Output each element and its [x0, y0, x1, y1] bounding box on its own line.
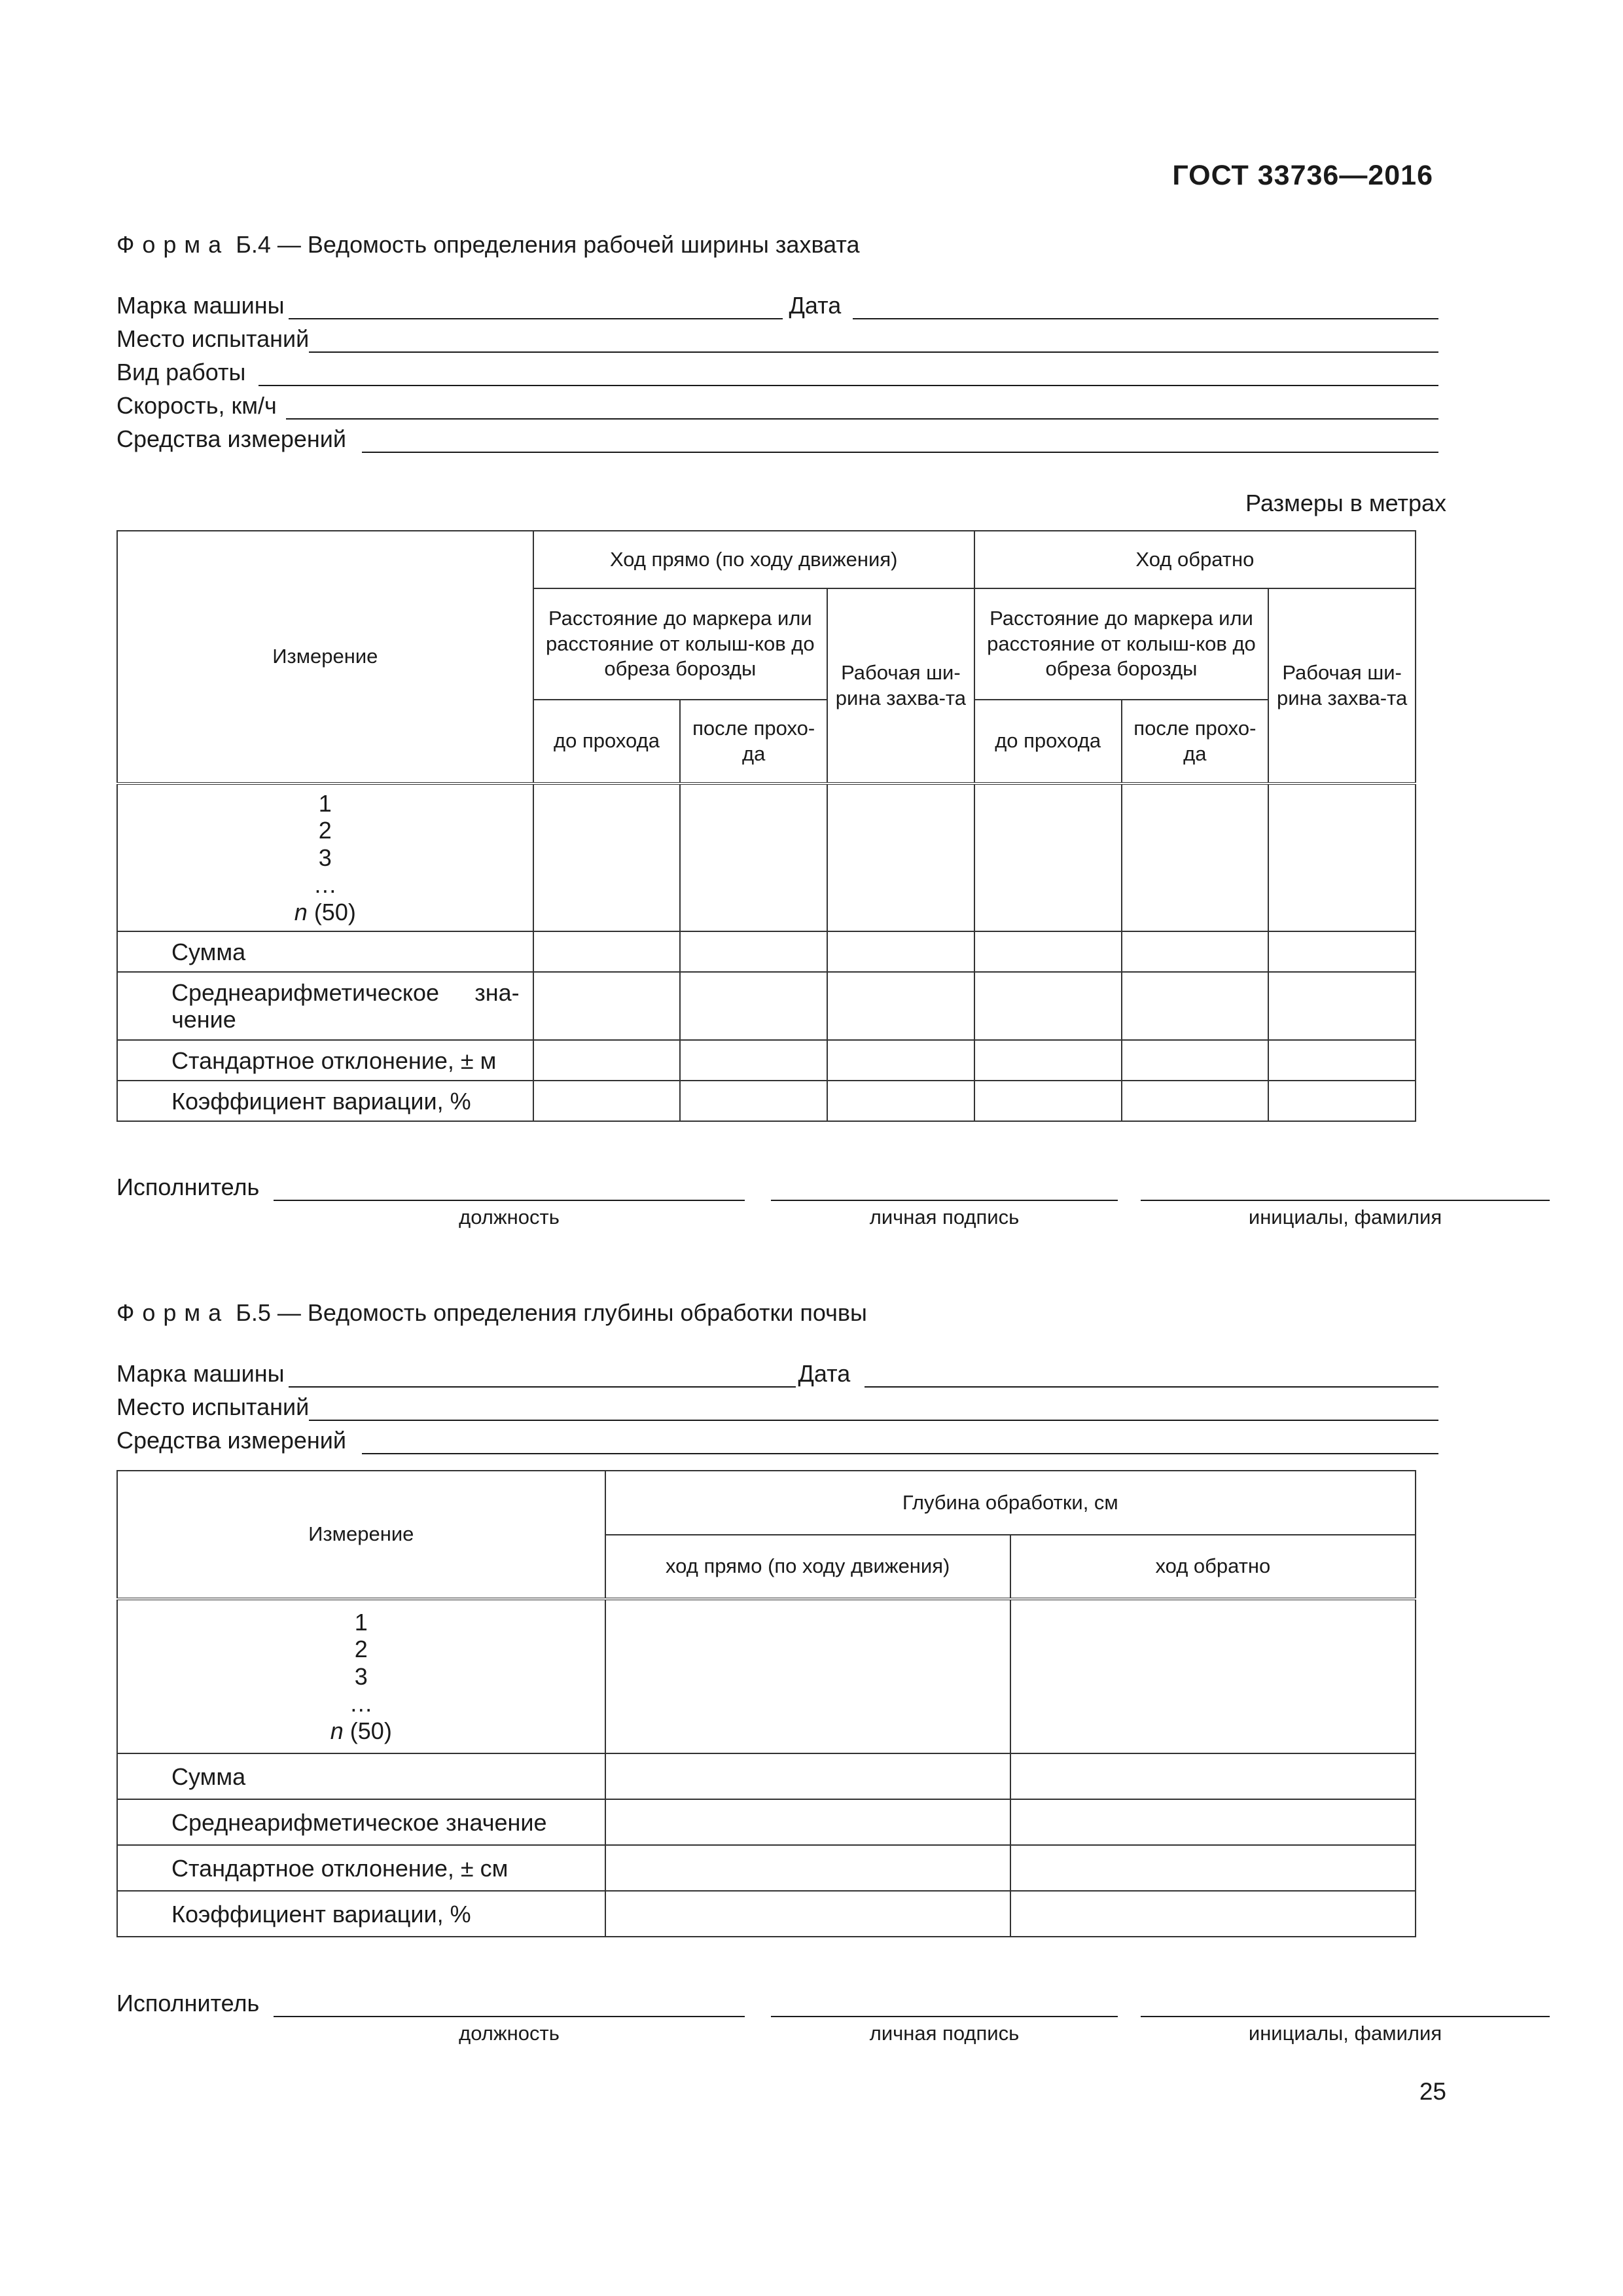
table-cell[interactable]: [974, 1040, 1122, 1081]
form4-title: [116, 231, 860, 259]
form4-header-distance-forward: Расстояние до маркера или расстояние от колыш-ков до обреза борозды: [533, 588, 827, 700]
table-cell[interactable]: [533, 783, 681, 931]
form5-name-field[interactable]: [1141, 2016, 1550, 2017]
table-cell[interactable]: [1010, 1845, 1416, 1891]
form4-tools-field[interactable]: [362, 428, 1438, 453]
form4-header-back: Ход обратно: [974, 531, 1416, 588]
table-cell[interactable]: [605, 1799, 1010, 1845]
table-cell[interactable]: [605, 1845, 1010, 1891]
form5-title-prefix: Форма: [116, 1299, 230, 1326]
form4-row-cv: Коэффициент вариации, %: [117, 1081, 533, 1121]
table-cell[interactable]: [1122, 972, 1269, 1040]
table-cell[interactable]: [1268, 972, 1416, 1040]
form4-header-distance-back: Расстояние до маркера или расстояние от колыш-ков до обреза борозды: [974, 588, 1268, 700]
page-number: 25: [1419, 2078, 1446, 2105]
form4-title-text: Б.4 — Ведомость определения рабочей ширины захвата: [236, 231, 860, 258]
form4-row-std: Стандартное отклонение, ± м: [117, 1040, 533, 1081]
form5-tools-label: Средства измерений: [116, 1427, 347, 1454]
form4-header-measure: Измерение: [117, 531, 533, 783]
form4-place-row: [116, 321, 1438, 353]
table-cell[interactable]: [1010, 1753, 1416, 1799]
form5-place-label: Место испытаний: [116, 1393, 310, 1420]
table-cell[interactable]: [1122, 1040, 1269, 1081]
form4-tools-row: [116, 422, 1438, 453]
form4-work-field[interactable]: [259, 361, 1438, 386]
form5-header-depth: Глубина обработки, см: [605, 1471, 1416, 1535]
form4-title-prefix: Форма: [116, 231, 230, 258]
table-cell[interactable]: [533, 1081, 681, 1121]
form4-work-label: Вид работы: [116, 359, 246, 386]
table-cell[interactable]: [974, 1081, 1122, 1121]
form4-header-forward: Ход прямо (по ходу движения): [533, 531, 974, 588]
form4-caption-position: должность: [459, 1206, 560, 1229]
form4-machine-field[interactable]: [289, 295, 783, 319]
table-cell[interactable]: [1122, 931, 1269, 972]
form4-header-before-back: до прохода: [974, 700, 1122, 783]
table-cell[interactable]: [605, 1891, 1010, 1937]
form5-row-n-count: (50): [343, 1717, 392, 1744]
form4-tools-label: Средства измерений: [116, 425, 347, 452]
table-cell[interactable]: [974, 931, 1122, 972]
table-cell[interactable]: [680, 1081, 827, 1121]
form5-row-number: 2: [354, 1636, 368, 1663]
form5-caption-position: должность: [459, 2022, 560, 2045]
table-cell[interactable]: [1010, 1891, 1416, 1937]
table-cell[interactable]: [1268, 1081, 1416, 1121]
form4-row-mean: Среднеарифметическое зна-чение: [117, 972, 533, 1040]
table-cell[interactable]: [680, 1040, 827, 1081]
table-cell[interactable]: [680, 783, 827, 931]
table-cell[interactable]: [1122, 783, 1269, 931]
form5-header-measure: Измерение: [117, 1471, 605, 1599]
form4-machine-label: Марка машины: [116, 292, 285, 319]
form4-row-n-count: (50): [307, 898, 356, 925]
form5-row-mean: Среднеарифметическое значение: [117, 1799, 605, 1845]
form4-row-number: 2: [318, 817, 332, 844]
form5-date-field[interactable]: [865, 1363, 1438, 1388]
form4-header-width-back: Рабочая ши-рина захва-та: [1268, 588, 1416, 783]
form5-machine-field[interactable]: [289, 1363, 796, 1388]
form4-work-row: [116, 355, 1438, 386]
table-cell[interactable]: [1268, 931, 1416, 972]
table-cell[interactable]: [974, 783, 1122, 931]
form5-row-std: Стандартное отклонение, ± см: [117, 1845, 605, 1891]
form5-title: [116, 1299, 867, 1327]
form5-place-row: [116, 1390, 1438, 1421]
table-cell[interactable]: [680, 972, 827, 1040]
form5-row-number: 3: [354, 1662, 368, 1690]
form4-machine-row: [116, 288, 1438, 319]
form5-row-sum: Сумма: [117, 1753, 605, 1799]
table-cell[interactable]: [1268, 1040, 1416, 1081]
table-cell[interactable]: [533, 931, 681, 972]
form5-row-n-italic: n: [330, 1717, 344, 1744]
form4-header-before-forward: до прохода: [533, 700, 681, 783]
form4-header-after-back: после прохо-да: [1122, 700, 1269, 783]
form5-row-cv: Коэффициент вариации, %: [117, 1891, 605, 1937]
form5-caption-name: инициалы, фамилия: [1248, 2022, 1442, 2045]
form4-row-numbers: [117, 783, 533, 931]
form5-signature-row: [116, 1986, 1445, 2017]
table-cell[interactable]: [605, 1599, 1010, 1753]
form5-machine-label: Марка машины: [116, 1360, 285, 1387]
table-cell[interactable]: [1010, 1799, 1416, 1845]
form4-row-sum: Сумма: [117, 931, 533, 972]
form4-row-number: 3: [318, 844, 332, 871]
form5-signature-label: Исполнитель: [116, 1990, 260, 2017]
form4-signature-captions: [116, 1206, 1445, 1232]
form4-position-field[interactable]: [274, 1200, 745, 1201]
standard-header: ГОСТ 33736—2016: [1172, 160, 1433, 191]
form5-place-field[interactable]: [309, 1396, 1438, 1421]
form4-row-number: …: [313, 871, 337, 899]
table-cell[interactable]: [827, 783, 974, 931]
form4-row-number: 1: [318, 790, 332, 817]
form5-row-number: …: [349, 1690, 373, 1717]
table-cell[interactable]: [974, 972, 1122, 1040]
form4-row-n: [124, 899, 526, 925]
form5-signature-field[interactable]: [771, 2016, 1118, 2017]
form4-caption-signature: личная подпись: [869, 1206, 1020, 1229]
table-cell[interactable]: [533, 1040, 681, 1081]
table-cell[interactable]: [827, 1081, 974, 1121]
table-cell[interactable]: [680, 931, 827, 972]
form4-header-width-forward: Рабочая ши-рина захва-та: [827, 588, 974, 783]
table-cell[interactable]: [827, 1040, 974, 1081]
form5-header-forward: ход прямо (по ходу движения): [605, 1535, 1010, 1599]
form4-header-after-forward: после прохо-да: [680, 700, 827, 783]
form5-table: [116, 1470, 1416, 1937]
form4-speed-label: Скорость, км/ч: [116, 392, 277, 419]
table-cell[interactable]: [605, 1753, 1010, 1799]
table-cell[interactable]: [1010, 1599, 1416, 1753]
table-cell[interactable]: [1268, 783, 1416, 931]
form4-date-label: Дата: [789, 292, 842, 319]
table-cell[interactable]: [827, 931, 974, 972]
form5-tools-field[interactable]: [362, 1429, 1438, 1454]
form4-units-note: Размеры в метрах: [1245, 490, 1446, 516]
form5-title-text: Б.5 — Ведомость определения глубины обработки почвы: [236, 1299, 867, 1326]
form5-machine-row: [116, 1356, 1438, 1388]
form4-signature-field[interactable]: [771, 1200, 1118, 1201]
form4-table: [116, 530, 1416, 1122]
table-cell[interactable]: [827, 972, 974, 1040]
form4-name-field[interactable]: [1141, 1200, 1550, 1201]
form5-row-number: 1: [354, 1609, 368, 1636]
form5-header-back: ход обратно: [1010, 1535, 1416, 1599]
form5-row-numbers: [117, 1599, 605, 1753]
form5-row-n: [124, 1717, 598, 1744]
form4-signature-label: Исполнитель: [116, 1174, 260, 1200]
form4-speed-row: [116, 388, 1438, 420]
table-cell[interactable]: [533, 972, 681, 1040]
form5-position-field[interactable]: [274, 2016, 745, 2017]
form5-signature-captions: [116, 2022, 1445, 2048]
form5-caption-signature: личная подпись: [869, 2022, 1020, 2045]
form4-speed-field[interactable]: [286, 395, 1438, 420]
form4-row-n-italic: n: [294, 898, 308, 925]
form4-place-field[interactable]: [309, 328, 1438, 353]
form4-caption-name: инициалы, фамилия: [1248, 1206, 1442, 1229]
form4-signature-row: [116, 1170, 1445, 1201]
form4-date-field[interactable]: [853, 295, 1438, 319]
form4-place-label: Место испытаний: [116, 325, 310, 352]
form5-tools-row: [116, 1423, 1438, 1454]
table-cell[interactable]: [1122, 1081, 1269, 1121]
form5-date-label: Дата: [798, 1360, 851, 1387]
